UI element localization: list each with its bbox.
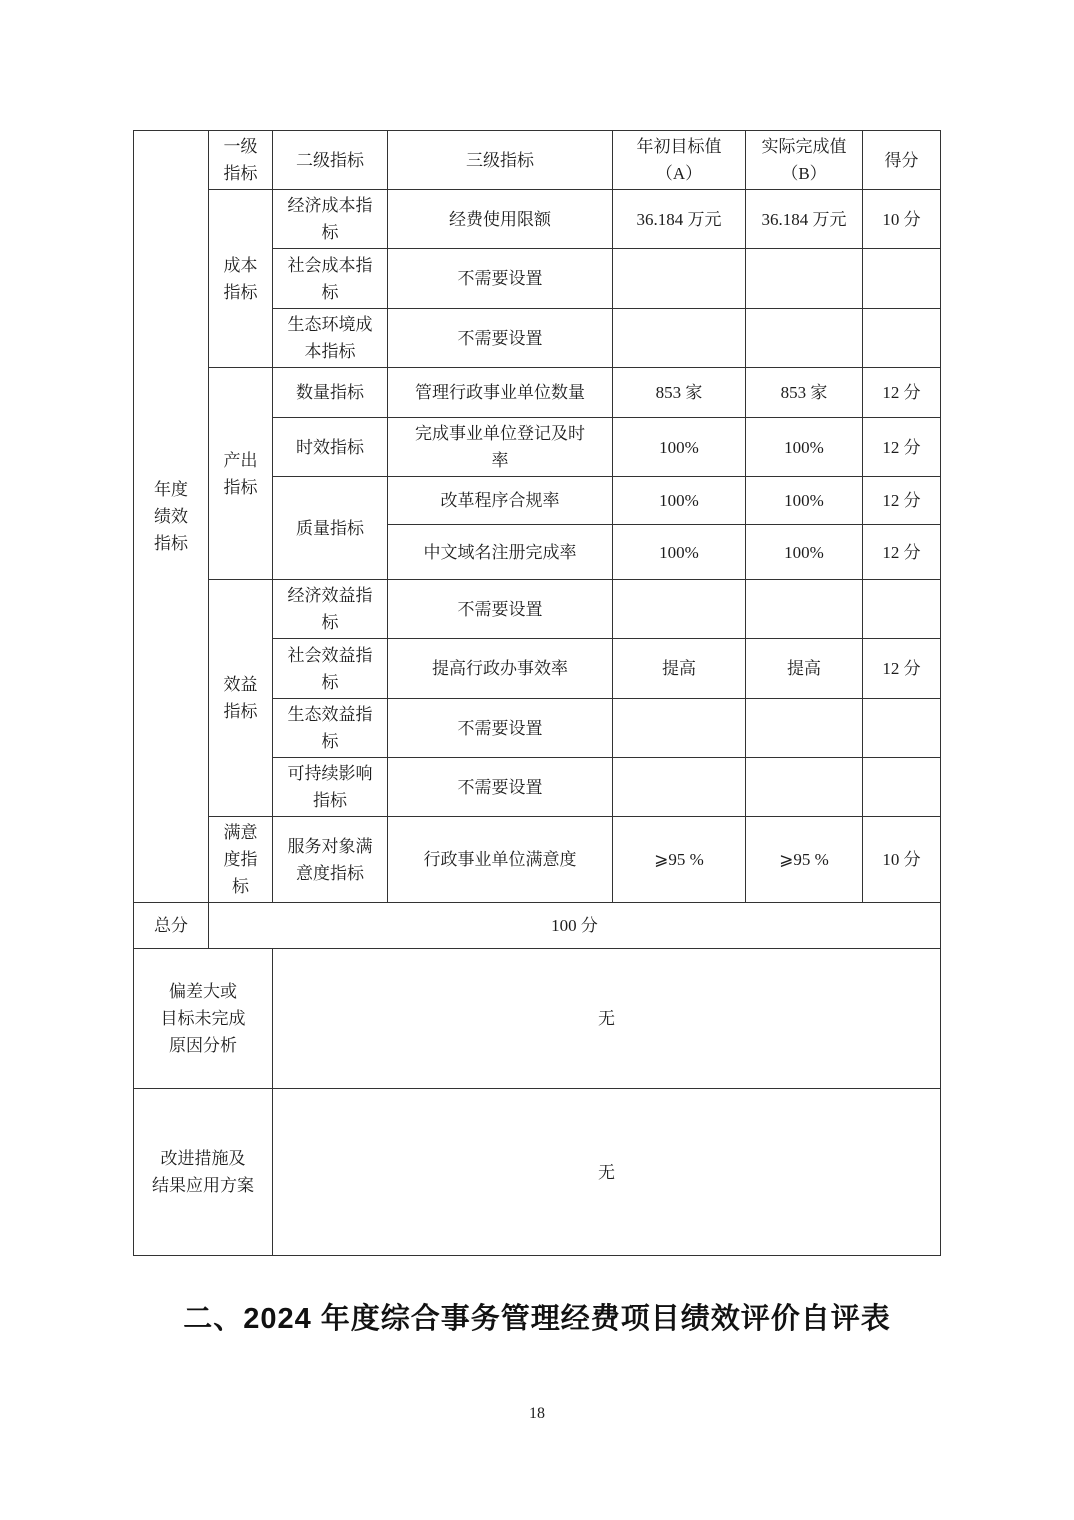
level3-indicator-cell: 不需要设置 [388, 249, 613, 309]
target-value-cell: 853 家 [613, 368, 746, 418]
table-row [134, 817, 941, 903]
target-value-cell [613, 309, 746, 368]
level3-indicator-cell: 中文域名注册完成率 [388, 525, 613, 580]
level2-indicator-cell: 质量指标 [273, 477, 388, 580]
level1-indicator-cell: 效益指标 [209, 580, 273, 817]
target-value-cell: 100% [613, 525, 746, 580]
level3-indicator-cell: 改革程序合规率 [388, 477, 613, 525]
deviation-analysis-value: 无 [273, 949, 941, 1089]
total-score-label: 总分 [134, 903, 209, 949]
target-value-cell: 36.184 万元 [613, 190, 746, 249]
score-cell [863, 580, 941, 639]
score-cell: 12 分 [863, 418, 941, 477]
actual-value-cell: 100% [746, 525, 863, 580]
score-cell: 12 分 [863, 477, 941, 525]
table-row [134, 190, 941, 249]
header-row [134, 131, 941, 190]
level2-indicator-cell: 可持续影响指标 [273, 758, 388, 817]
improvement-measures-value: 无 [273, 1089, 941, 1256]
actual-value-cell [746, 699, 863, 758]
level2-indicator-cell: 时效指标 [273, 418, 388, 477]
level2-indicator-cell: 社会成本指标 [273, 249, 388, 309]
target-value-cell [613, 699, 746, 758]
improvement-measures-row [134, 1089, 941, 1256]
total-score-row [134, 903, 941, 949]
deviation-analysis-row [134, 949, 941, 1089]
level2-indicator-cell: 服务对象满意度指标 [273, 817, 388, 903]
actual-value-cell: 100% [746, 477, 863, 525]
level3-indicator-cell: 管理行政事业单位数量 [388, 368, 613, 418]
actual-value-cell [746, 758, 863, 817]
score-cell: 10 分 [863, 190, 941, 249]
header-score: 得分 [863, 131, 941, 190]
header-level2: 二级指标 [273, 131, 388, 190]
level3-indicator-cell: 不需要设置 [388, 699, 613, 758]
page-number: 18 [529, 1405, 545, 1422]
actual-value-cell: 853 家 [746, 368, 863, 418]
score-cell [863, 309, 941, 368]
score-cell: 12 分 [863, 525, 941, 580]
target-value-cell: ⩾95 % [613, 817, 746, 903]
level3-indicator-cell: 提高行政办事效率 [388, 639, 613, 699]
level2-indicator-cell: 社会效益指标 [273, 639, 388, 699]
target-value-cell [613, 758, 746, 817]
deviation-analysis-label: 偏差大或 目标未完成 原因分析 [134, 949, 273, 1089]
target-value-cell: 100% [613, 477, 746, 525]
level1-indicator-cell: 满意度指标 [209, 817, 273, 903]
target-value-cell [613, 580, 746, 639]
performance-indicator-table [133, 130, 941, 1256]
actual-value-cell: 提高 [746, 639, 863, 699]
header-actual-value: 实际完成值 （B） [746, 131, 863, 190]
score-cell [863, 699, 941, 758]
actual-value-cell: ⩾95 % [746, 817, 863, 903]
header-target-value: 年初目标值 （A） [613, 131, 746, 190]
target-value-cell: 100% [613, 418, 746, 477]
level2-indicator-cell: 经济成本指标 [273, 190, 388, 249]
performance-table-container [133, 130, 941, 1256]
actual-value-cell: 100% [746, 418, 863, 477]
improvement-measures-label: 改进措施及 结果应用方案 [134, 1089, 273, 1256]
table-row [134, 580, 941, 639]
score-cell: 12 分 [863, 639, 941, 699]
header-level1: 一级指标 [209, 131, 273, 190]
total-score-value: 100 分 [209, 903, 941, 949]
level2-indicator-cell: 生态效益指标 [273, 699, 388, 758]
level3-indicator-cell: 完成事业单位登记及时率 [388, 418, 613, 477]
level2-indicator-cell: 生态环境成本指标 [273, 309, 388, 368]
target-value-cell [613, 249, 746, 309]
level3-indicator-cell: 经费使用限额 [388, 190, 613, 249]
score-cell [863, 249, 941, 309]
section-title: 二、2024 年度综合事务管理经费项目绩效评价自评表 [183, 1303, 891, 1335]
actual-value-cell [746, 580, 863, 639]
score-cell [863, 758, 941, 817]
level3-indicator-cell: 不需要设置 [388, 758, 613, 817]
level3-indicator-cell: 行政事业单位满意度 [388, 817, 613, 903]
score-cell: 12 分 [863, 368, 941, 418]
actual-value-cell [746, 309, 863, 368]
target-value-cell: 提高 [613, 639, 746, 699]
actual-value-cell [746, 249, 863, 309]
level1-indicator-cell: 成本指标 [209, 190, 273, 368]
level3-indicator-cell: 不需要设置 [388, 580, 613, 639]
level3-indicator-cell: 不需要设置 [388, 309, 613, 368]
score-cell: 10 分 [863, 817, 941, 903]
actual-value-cell: 36.184 万元 [746, 190, 863, 249]
annual-performance-indicator-text: 年度绩效指标 [154, 480, 188, 553]
header-level3: 三级指标 [388, 131, 613, 190]
level2-indicator-cell: 数量指标 [273, 368, 388, 418]
level1-indicator-cell: 产出指标 [209, 368, 273, 580]
annual-performance-indicator-label [134, 131, 209, 903]
table-row [134, 368, 941, 418]
level2-indicator-cell: 经济效益指标 [273, 580, 388, 639]
